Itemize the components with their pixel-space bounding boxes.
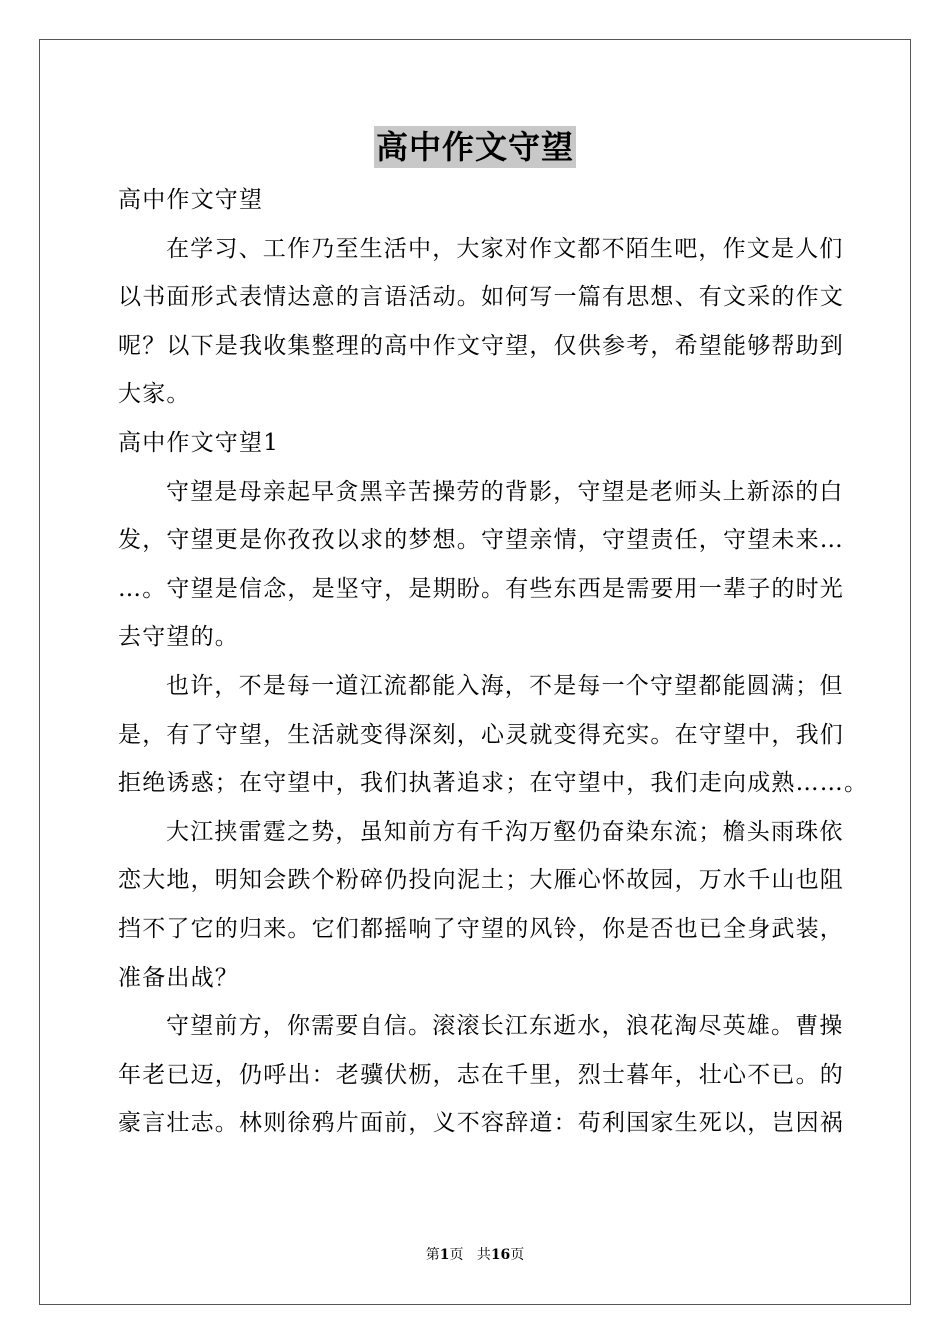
document-body (118, 176, 869, 1148)
text-line: 高中作文守望 (118, 187, 264, 213)
text-line: 大家。 (118, 381, 191, 408)
text-line: 拒绝诱惑；在守望中，我们执著追求；在守望中，我们走向成熟……。 (118, 770, 869, 797)
text-line: 也许，不是每一道江流都能入海，不是每一个守望都能圆满；但 (166, 672, 844, 699)
text-line: 大江挟雷霆之势，虽知前方有千沟万壑仍奋染东流；檐头雨珠依 (166, 818, 844, 845)
total-suffix: 页 (510, 1247, 525, 1263)
text-line: 守望前方，你需要自信。滚滚长江东逝水，浪花淘尽英雄。曹操 (166, 1013, 844, 1040)
page-number: 1 (439, 1247, 450, 1263)
page-suffix: 页 (449, 1247, 464, 1263)
text-line: 在学习、工作乃至生活中，大家对作文都不陌生吧，作文是人们 (166, 235, 844, 262)
text-line: 去守望的。 (118, 624, 239, 651)
text-line: 呢？以下是我收集整理的高中作文守望，仅供参考，希望能够帮助到 (118, 332, 844, 359)
text-line: 准备出战？ (118, 964, 239, 991)
text-line: 发，守望更是你孜孜以求的梦想。守望亲情，守望责任，守望未来… (118, 527, 844, 554)
text-line: 高中作文守望1 (118, 429, 280, 456)
document-title: 高中作文守望 (375, 128, 574, 166)
total-pages: 16 (490, 1247, 511, 1263)
text-line: 年老已迈，仍呼出：老骥伏枥，志在千里，烈士暮年，壮心不已。的 (118, 1061, 844, 1088)
text-line: …。守望是信念，是坚守，是期盼。有些东西是需要用一辈子的时光 (118, 575, 844, 602)
text-line: 挡不了它的归来。它们都摇响了守望的风铃，你是否也已全身武装， (118, 915, 844, 942)
total-prefix: 共 (476, 1247, 491, 1263)
page-footer (0, 1246, 950, 1264)
text-line: 是，有了守望，生活就变得深刻，心灵就变得充实。在守望中，我们 (118, 721, 844, 748)
text-line: 豪言壮志。林则徐鸦片面前，义不容辞道：苟利国家生死以，岂因祸 (118, 1110, 844, 1137)
text-line: 守望是母亲起早贪黑辛苦操劳的背影，守望是老师头上新添的白 (166, 478, 844, 505)
title-container (0, 126, 950, 168)
page-prefix: 第 (425, 1247, 440, 1263)
text-line: 恋大地，明知会跌个粉碎仍投向泥土；大雁心怀故园，万水千山也阻 (118, 867, 844, 894)
text-line: 以书面形式表情达意的言语活动。如何写一篇有思想、有文采的作文 (118, 284, 844, 311)
